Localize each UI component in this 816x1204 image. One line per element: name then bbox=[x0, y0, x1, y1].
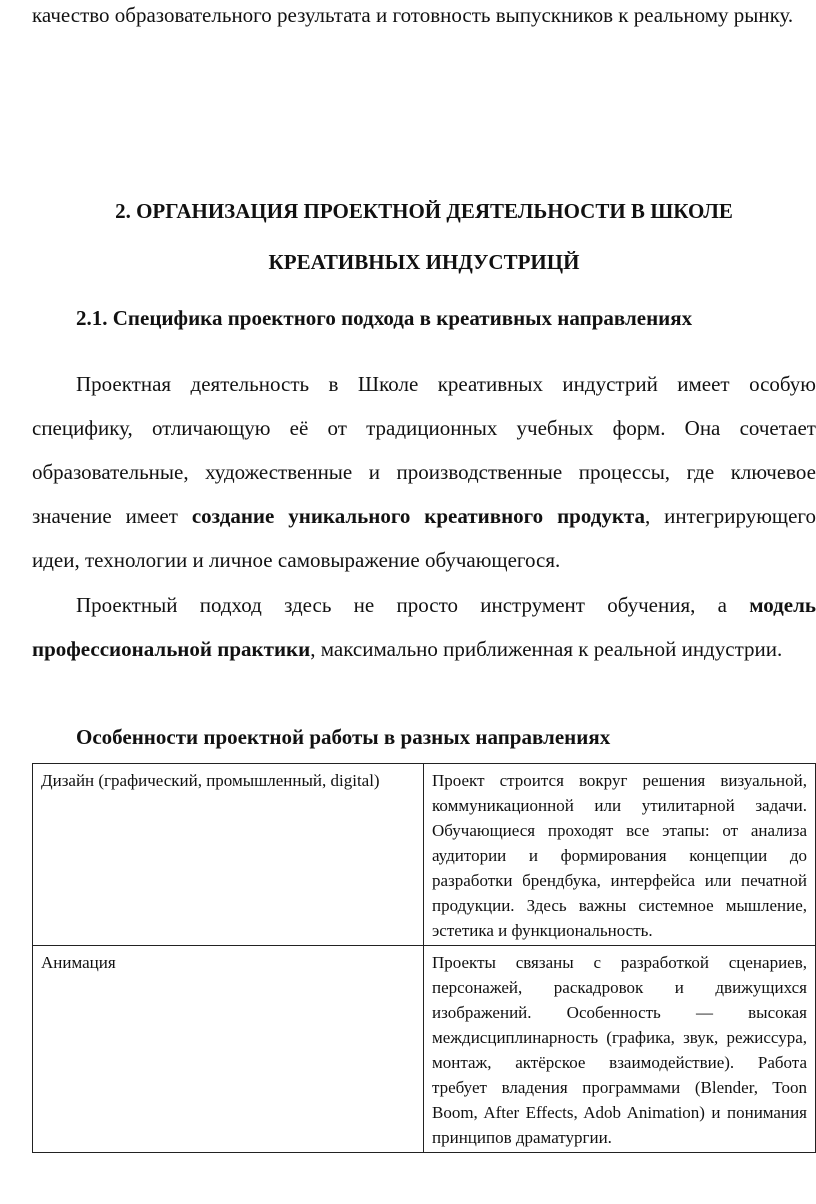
paragraph-2-emphasis: модель профессиональной практики bbox=[32, 593, 816, 661]
table-row bbox=[33, 946, 816, 1153]
table-cell-direction bbox=[33, 764, 424, 946]
continuation-text: качество образовательного результата и готовность выпускников к реальному рынку. bbox=[32, 3, 794, 27]
table-row bbox=[33, 764, 816, 946]
table-cell-description: Проект строится вокруг решения визуальной, коммуникационной или утилитарной задачи. Обучающиеся проходят все этапы: от анализа аудитории и формирования концепции до разработки брендбука, интерфейса или печатной продукции. Здесь важны системное мышление, эстетика и функциональность. bbox=[424, 764, 816, 946]
table-cell-direction bbox=[33, 946, 424, 1153]
subsection-title: 2.1. Специфика проектного подхода в креативных направлениях bbox=[76, 306, 693, 330]
table-title: Особенности проектной работы в разных направлениях bbox=[76, 725, 611, 749]
paragraph-1-text: Проектная деятельность в Школе креативных индустрий имеет особую специфику, отличающую её от традиционных учебных форм. Она сочетает образовательные, художественные и производственные процессы, где ключевое значение имеет bbox=[32, 372, 816, 528]
paragraph-2-text-end: , максимально приближенная к реальной индустрии. bbox=[310, 637, 783, 661]
paragraph-2 bbox=[32, 583, 816, 671]
features-table bbox=[32, 763, 816, 1153]
paragraph-1-text-end: , интегрирующего идеи, технологии и личное самовыражение обучающегося. bbox=[32, 504, 816, 572]
table-cell-description: Проекты связаны с разработкой сценариев, персонажей, раскадровок и движущихся изображений. Особенность — высокая междисциплинарность (графика, звук, режиссура, монтаж, актёрское взаимодействие). Работа требует владения программами (Blender, Toon Boom, After Effects, Adob Animation) и понимания принципов драматургии. bbox=[424, 946, 816, 1153]
continuation-paragraph bbox=[32, 0, 816, 37]
direction-text: Анимация bbox=[41, 953, 116, 972]
paragraph-1-emphasis: создание уникального креативного продукта bbox=[191, 504, 646, 528]
paragraph-2-text: Проектный подход здесь не просто инструмент обучения, а bbox=[76, 593, 750, 617]
paragraph-1 bbox=[32, 362, 816, 582]
direction-text: Дизайн (графический, промышленный, digital) bbox=[41, 771, 380, 790]
section-title-line-2: КРЕАТИВНЫХ ИНДУСТРИЦЙ bbox=[268, 250, 580, 274]
section-title-line-1: 2. ОРГАНИЗАЦИЯ ПРОЕКТНОЙ ДЕЯТЕЛЬНОСТИ В ШКОЛЕ bbox=[115, 199, 733, 223]
